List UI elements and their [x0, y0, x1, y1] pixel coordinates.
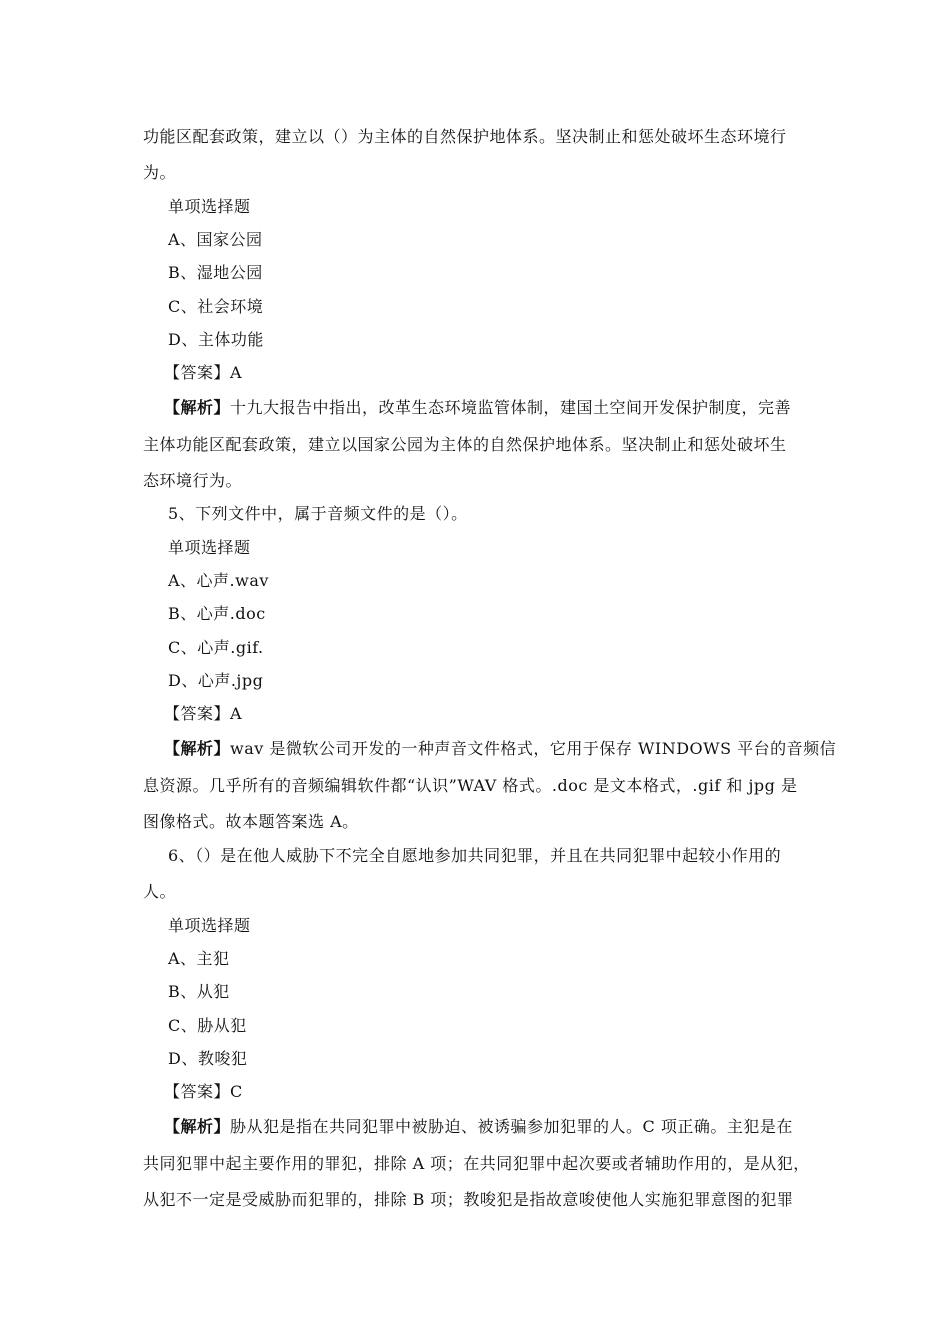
q4-analysis-line-1	[164, 397, 791, 419]
q5-option-b: B、心声.doc	[168, 604, 266, 623]
q6-stem-line-2: 人。	[143, 882, 177, 901]
q4-analysis-line-2: 主体功能区配套政策，建立以国家公园为主体的自然保护地体系。坚决制止和惩处破坏生	[143, 435, 787, 454]
q6-question-type: 单项选择题	[168, 916, 251, 935]
q5-analysis-line-2: 息资源。几乎所有的音频编辑软件都“认识”WAV 格式。.doc 是文本格式，.gif 和 jpg 是	[143, 776, 798, 795]
q4-option-b: B、湿地公园	[168, 263, 263, 282]
q6-analysis-label: 【解析】	[164, 1117, 231, 1136]
q6-option-d: D、教唆犯	[168, 1049, 248, 1068]
q4-option-a: A、国家公园	[168, 230, 263, 249]
q6-option-c: C、胁从犯	[168, 1016, 247, 1035]
q5-option-c: C、心声.gif.	[168, 638, 264, 657]
q4-stem-line-2: 为。	[143, 163, 177, 182]
q6-option-a: A、主犯	[168, 949, 230, 968]
q5-answer: 【答案】A	[164, 704, 243, 723]
q6-answer: 【答案】C	[164, 1082, 243, 1101]
q6-analysis-line-1	[164, 1116, 793, 1138]
q5-option-d: D、心声.jpg	[168, 671, 264, 690]
q5-analysis-line-1	[164, 738, 836, 760]
q4-analysis-text-1: 十九大报告中指出，改革生态环境监管体制，建国土空间开发保护制度，完善	[230, 398, 792, 417]
q5-option-a: A、心声.wav	[168, 571, 269, 590]
q4-option-d: D、主体功能	[168, 330, 264, 349]
q4-answer: 【答案】A	[164, 363, 243, 382]
q5-question-type: 单项选择题	[168, 538, 251, 557]
q5-analysis-line-3: 图像格式。故本题答案选 A。	[143, 812, 359, 831]
q6-analysis-line-3: 从犯不一定是受威胁而犯罪的，排除 B 项；教唆犯是指故意唆使他人实施犯罪意图的犯罪	[143, 1190, 794, 1209]
q6-analysis-text-1: 胁从犯是指在共同犯罪中被胁迫、被诱骗参加犯罪的人。C 项正确。主犯是在	[230, 1117, 793, 1136]
q6-option-b: B、从犯	[168, 982, 230, 1001]
q5-analysis-label: 【解析】	[164, 739, 231, 758]
q5-stem: 5、下列文件中，属于音频文件的是（）。	[168, 504, 468, 523]
q4-question-type: 单项选择题	[168, 197, 251, 216]
q4-analysis-label: 【解析】	[164, 398, 231, 417]
q5-analysis-text-1: wav 是微软公司开发的一种声音文件格式，它用于保存 WINDOWS 平台的音频信	[230, 739, 837, 758]
q4-analysis-line-3: 态环境行为。	[143, 471, 243, 490]
q4-option-c: C、社会环境	[168, 297, 264, 316]
q6-analysis-line-2: 共同犯罪中起主要作用的罪犯，排除 A 项；在共同犯罪中起次要或者辅助作用的，是从犯，	[143, 1154, 810, 1173]
q4-stem-line-1: 功能区配套政策，建立以（）为主体的自然保护地体系。坚决制止和惩处破坏生态环境行	[143, 127, 787, 146]
q6-stem-line-1: 6、（）是在他人威胁下不完全自愿地参加共同犯罪，并且在共同犯罪中起较小作用的	[168, 846, 782, 865]
